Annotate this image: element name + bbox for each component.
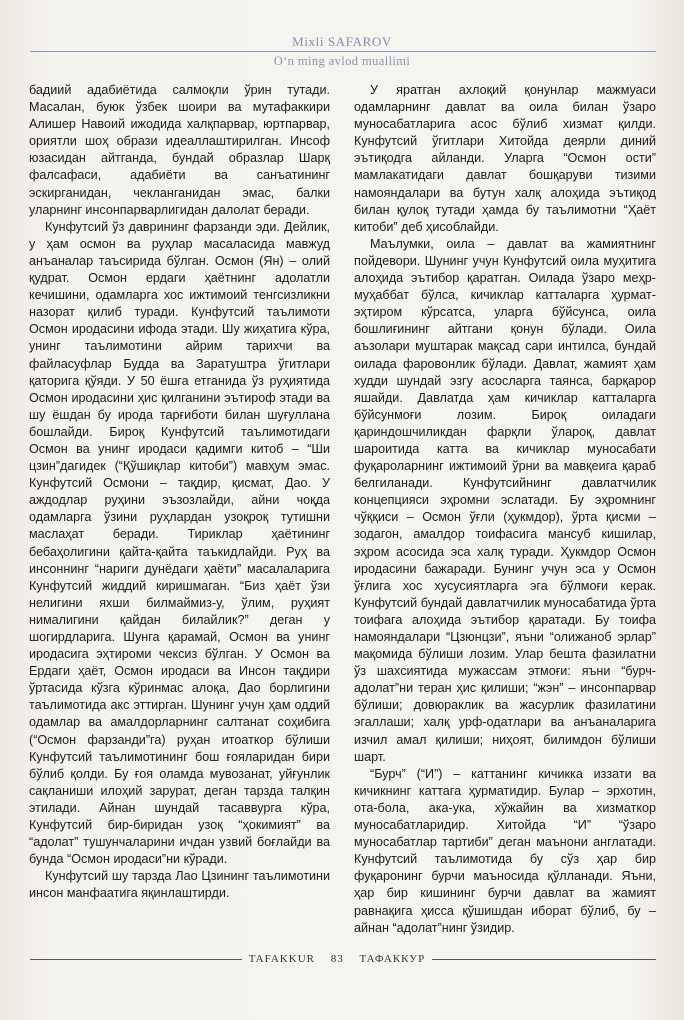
page-footer: [0, 950, 684, 970]
author-name: Mixli SAFAROV: [292, 34, 392, 49]
paragraph: Кунфутсий шу тарзда Лао Цзининг таълимотини инсон манфаатига яқинлаштирди.: [29, 869, 330, 901]
footer-text: [242, 950, 432, 968]
page-number: 83: [330, 953, 344, 965]
footer-rule-left: [30, 959, 242, 960]
footer-journal-latin: TAFAKKUR: [248, 953, 315, 965]
paragraph: “Бурч” (“И”) – каттанинг кичикка иззати ва кичикнинг каттага ҳурматидир. Булар – эрхотин, ота-бола, ака-ука, хўжайин ва хизматкор муносабатларидир. Хитойда “И” “ўзаро муносабатлар тартиби” деган маънони англатади. Кунфутсий таълимотида бу сўз ҳар бир фуқаронинг бурчи маъносида қўлланади. Яъни, ҳар бир кишининг бурчи давлат ва жамият равнақига ҳисса қўшишдан иборат бўлиб, бу – айнан “адолат”нинг ўзидир.: [354, 766, 656, 935]
paragraph: Кунфутсий ўз даврининг фарзанди эди. Дейлик, у ҳам осмон ва руҳлар масаласида мавжуд анъаналар таъсирида бўлган. Осмон (Ян) – олий қудрат. Осмон ердаги ҳаётнинг адолатли кечишини, одамларга хос ижтимоий тенгсизликни назорат қилиб туради. Кунфутсий таълимоти Осмон иродасини ифода этади. Шу жиҳатига кўра, унинг таълимотини айрим тарихчи ва файласуфлар Будда ва Заратуштра ўгитлари қаторига қўяди. У 50 ёшга етганида ўз руҳиятида Осмон иродасини ҳис қилганини эътироф этади ва шу ёшдан бу ирода тарғиботи билан шуғуллана бошлайди. Бироқ Кунфутсий таълимотидаги Осмон ва унинг иродаси қадимги китоб – “Ши цзин”дагидек (“Қўшиқлар китоби”) мавҳум эмас. Кунфутсий Осмони – тақдир, қисмат, Дао. У аждодлар руҳини эъзозлайди, айни чоқда одамларга ўзини руҳлардан узоқроқ тутишни маслаҳат беради. Тириклар ҳаётининг бебаҳолигини қайта-қайта таъкидлайди. Руҳ ва инсоннинг “нариги дунёдаги ҳаёти” масалаларига Кунфутсий жиддий киришмаган. “Биз ҳаёт ўзи нелигини яхши билмаймиз-у, ўлим, руҳият нималигини қайдан билайлик?” деган у шогирдларига. Шунга қарамай, Осмон ва унинг иродасига эҳтироми чексиз бўлган. У Осмон ва Ердаги ҳаёт, Осмон иродаси ва Инсон тақдири ўртасида кўзга кўринмас алоқа, Дао борлигини таълимотида акс эттирган. Шунинг учун ҳам оддий одамлар ва амалдорларнинг салтанат соҳибига (“Осмон фарзанди”га) руҳан итоаткор бўлиши Кунфутсий таълимотининг бош ғояларидан бири бўлиб қолди. Бу ғоя оламда мувозанат, уйғунлик сақланиши илоҳий зарурат, деган тарзда талқин этилади. Айнан шундай тасаввурга кўра, Кунфутсий бир-биридан узоқ “ҳокимият” ва “адолат” тушунчаларини ичдан узвий боғлайди ва бунда “Осмон иродаси”ни кўради.: [29, 219, 330, 867]
left-column: [29, 82, 330, 903]
paragraph: Маълумки, оила – давлат ва жамиятнинг пойдевори. Шунинг учун Кунфутсий оила муҳитига алоҳида эътибор қаратган. Оилада ўзаро меҳр-муҳаббат бўлса, кичиклар катталарга ҳурмат-эҳтиром кўрсатса, уларга бўйсунса, оила бошлиғининг айтгани қонун бўлади. Оила аъзолари муштарак мақсад сари интилса, бундай оилада фаровонлик бўлади. Давлат, жамият ҳам худди шундай эзгу асосларга таянса, барқарор яшайди. Давлатда ҳам кичиклар катталарга бўйсунмоғи лозим. Бироқ оиладаги қариндошчиликдан фарқли ўлароқ, давлат шароитида катта ва кичиклар муносабати фуқароларнинг ижтимоий ўрни ва мавқеига қараб белгиланади. Кунфутсийнинг давлатчилик концепцияси эҳромни эслатади. Бу эҳромнинг чўққиси – Осмон ўғли (ҳукмдор), ўрта қисми – зодагон, амалдор тоифасига мансуб кишилар, эҳром асосида эса халқ туради. Ҳукмдор Осмон иродасини бажаради. Бунинг учун эса у Осмон ўғлига хос хусусиятларга эга бўлмоғи керак. Кунфутсий бундай давлатчилик муносабатида ўрта тоифага алоҳида эътибор қаратади. Бу тоифа намояндалари “Цзюнцзи”, яъни “олижаноб эрлар” мақомида бўлиши лозим. Улар бешта фазилатни ўз шахсиятида мужассам этмоғи: яъни “бурч-адолат”ни теран ҳис қилиши; “жэн” – инсонпарвар бўлиши; довюраклик ва жасурлик фазилатини эгаллаши; халқ урф-одатлари ва анъаналарига изчил амал қилиши; ниҳоят, билимдон бўлиши шарт.: [354, 236, 656, 764]
paragraph: бадиий адабиётида салмоқли ўрин тутади. Масалан, буюк ўзбек шоири ва мутафаккири Алишер Навоий ижодида халқпарвар, юртпарвар, ориятли шоҳ образи идеаллаштирилган. Инсоф юзасидан айтганда, бундай образлар Шарқ фалсафаси, адабиёти ва санъатининг эскирганидан, чекланганидан эмас, балки уларнинг инсонпарварлигидан далолат беради.: [29, 83, 330, 217]
running-header: [0, 34, 684, 50]
article-subtitle: O‘n ming avlod muallimi: [273, 54, 411, 68]
footer-journal-cyrillic: ТАФАККУР: [359, 953, 426, 965]
footer-rule-right: [432, 959, 656, 960]
right-column: [354, 82, 656, 937]
paragraph: У яратган ахлоқий қонунлар мажмуаси одамларнинг давлат ва оила билан ўзаро муносабатларига асос бўлиб хизмат қилди. Кунфутсий ўгитлари Хитойда деярли диний эътиқодга айланди. Уларга “Осмон ости” мамлакатидаги давлат бошқаруви тизими намояндалари ва бутун халқ алоҳида эътиқод билан қулоқ тутади ҳамда бу таълимотни “Ҳаёт китоби” деб ҳисоблайди.: [354, 83, 656, 234]
header-rule: [30, 51, 656, 52]
